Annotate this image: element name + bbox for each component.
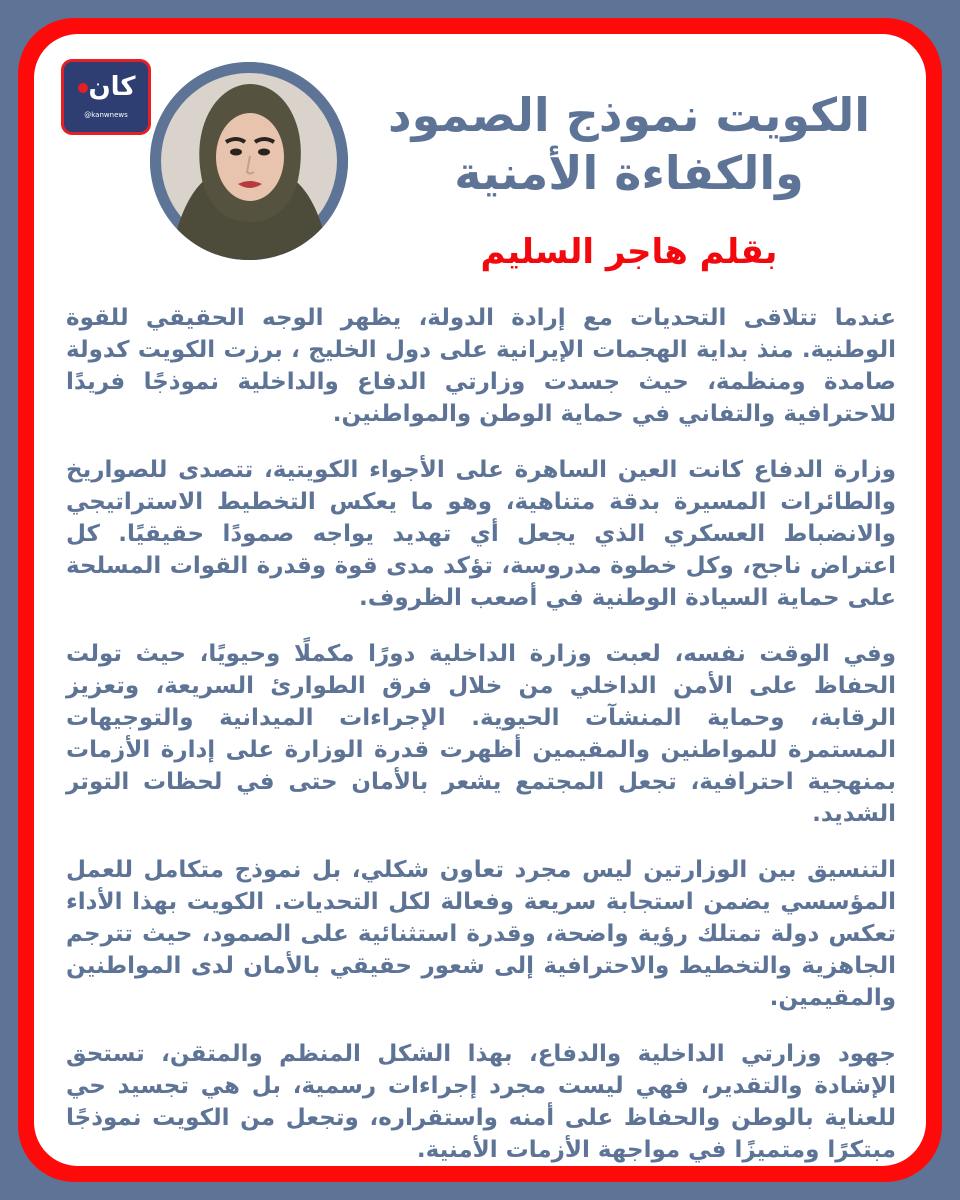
article-paragraph: وزارة الدفاع كانت العين الساهرة على الأجواء الكويتية، تتصدى للصواريخ والطائرات المسيرة بدقة متناهية، وهو ما يعكس التخطيط الاستراتيجي والانضباط العسكري الذي يجعل أي تهديد يواجه صمودًا حقيقيًا. كل اعتراض ناجح، وكل خطوة مدروسة، تؤكد مدى قوة وقدرة القوات المسلحة على حماية السيادة الوطنية في أصعب الظروف. (66, 457, 896, 611)
article-body (66, 302, 896, 1166)
logo-dot-icon (78, 83, 88, 93)
article-paragraph: وفي الوقت نفسه، لعبت وزارة الداخلية دورًا مكملًا وحيويًا، حيث تولت الحفاظ على الأمن الداخلي من خلال فرق الطوارئ السريعة، وتعزيز الرقابة، وحماية المنشآت الحيوية. الإجراءات الميدانية والتوجيهات المستمرة للمواطنين والمقيمين أظهرت قدرة الوزارة على إدارة الأزمات بمنهجية احترافية، تجعل المجتمع يشعر بالأمان حتى في لحظات التوتر الشديد. (66, 641, 896, 827)
article-card (34, 34, 926, 1166)
kan-logo (64, 62, 148, 132)
article-paragraph: عندما تتلاقى التحديات مع إرادة الدولة، يظهر الوجه الحقيقي للقوة الوطنية. منذ بداية الهجمات الإيرانية على دول الخليج ، برزت الكويت كدولة صامدة ومنظمة، حيث جسدت وزارتي الدفاع والداخلية نموذجًا فريدًا للاحترافية والتفاني في حماية الوطن والمواطنين. (66, 305, 896, 427)
page-title: الكويت نموذج الصمود والكفاءة الأمنية (388, 88, 870, 200)
article-paragraph: جهود وزارتي الداخلية والدفاع، بهذا الشكل المنظم والمتقن، تستحق الإشادة والتقدير، فهي ليست مجرد إجراءات رسمية، بل هي تجسيد حي للعناية بالوطن والحفاظ على أمنه واستقراره، وتجعل من الكويت نموذجًا مبتكرًا ومتميزًا في مواجهة الأزمات الأمنية. (66, 1041, 896, 1163)
logo-wordmark: كان (72, 70, 140, 104)
article-paragraph: التنسيق بين الوزارتين ليس مجرد تعاون شكلي، بل نموذج متكامل للعمل المؤسسي يضمن استجابة سريعة وفعالة لكل التحديات. الكويت بهذا الأداء تعكس دولة تمتلك رؤية واضحة، وقدرة استثنائية على الصمود، حيث تترجم الجاهزية والتخطيط والاحترافية إلى شعور حقيقي بالأمان لدى المواطنين والمقيمين. (66, 857, 896, 1011)
author-portrait (150, 62, 348, 260)
author-byline: بقلم هاجر السليم (480, 232, 778, 272)
logo-handle: @kanwnews (84, 111, 128, 119)
portrait-illustration (150, 62, 348, 260)
